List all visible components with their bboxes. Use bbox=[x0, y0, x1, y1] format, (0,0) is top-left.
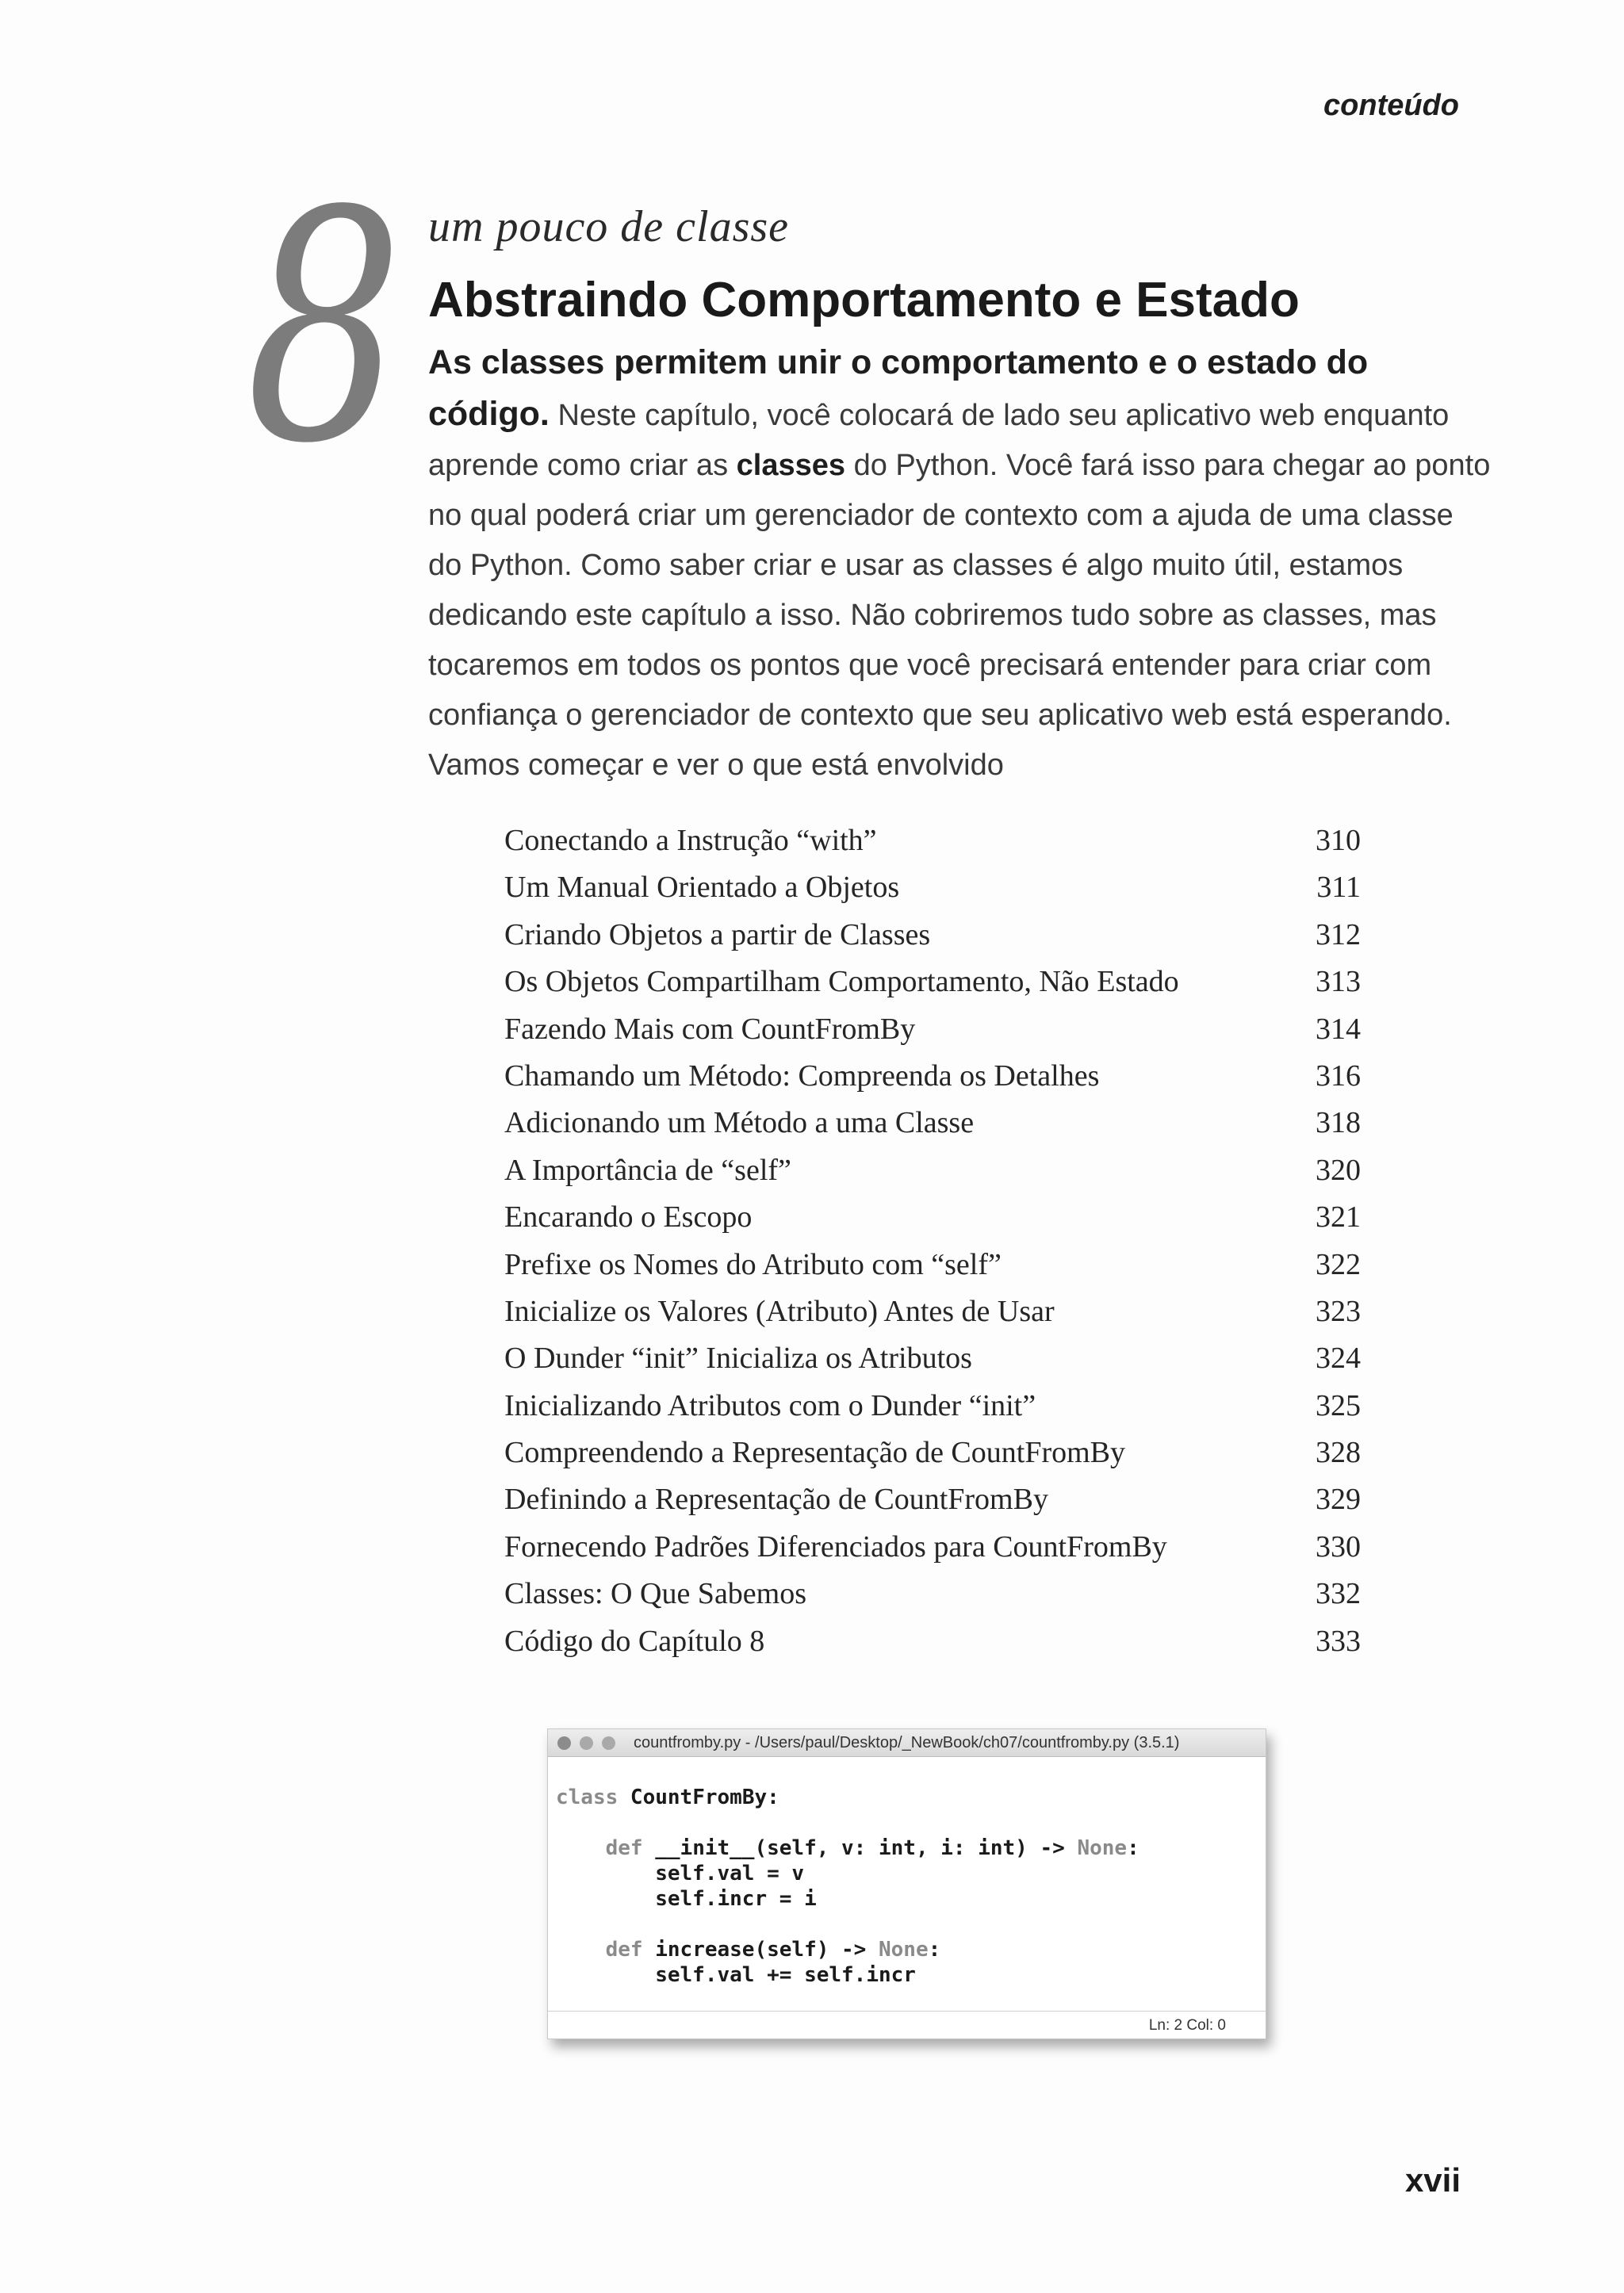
toc-entry-title: Encarando o Escopo bbox=[504, 1200, 753, 1235]
toc-entry-page: 311 bbox=[1316, 871, 1361, 905]
lead-text-2: do Python. Você fará isso para chegar ao ponto no qual poderá criar um gerenciador de contexto com a ajuda de uma classe do Python. Como saber criar e usar as classes é algo muito útil, estamos dedicando este capítulo a isso. Não cobriremos tudo sobre as classes, mas tocaremos em todos os pontos que você precisará entender para criar com confiança o gerenciador de contexto que seu aplicativo web está esperando. Vamos começar e ver o que está envolvido bbox=[428, 449, 1491, 782]
toc-entry-title: Definindo a Representação de CountFromBy bbox=[504, 1483, 1048, 1517]
code-line: def __init__(self, v: int, i: int) -> None: bbox=[556, 1836, 1139, 1860]
chapter-lead bbox=[428, 338, 1491, 790]
toc-entry-page: 324 bbox=[1316, 1342, 1361, 1376]
code-editor[interactable] bbox=[556, 1785, 1139, 1988]
chapter-number: 8 bbox=[246, 144, 404, 513]
toc-entry-page: 321 bbox=[1316, 1200, 1361, 1235]
toc-entry-page: 320 bbox=[1316, 1153, 1361, 1187]
toc-entry-page: 325 bbox=[1316, 1388, 1361, 1422]
chapter-kicker: um pouco de classe bbox=[428, 202, 790, 251]
chapter-title: Abstraindo Comportamento e Estado bbox=[428, 273, 1300, 327]
toc-entry[interactable] bbox=[504, 1576, 1361, 1623]
toc-entry-title: Chamando um Método: Compreenda os Detalhes bbox=[504, 1058, 1100, 1093]
table-of-contents bbox=[504, 823, 1361, 1671]
toc-entry-title: Inicialize os Valores (Atributo) Antes de Usar bbox=[504, 1294, 1055, 1328]
code-line: def increase(self) -> None: bbox=[556, 1938, 941, 1962]
toc-entry-title: Fornecendo Padrões Diferenciados para CountFromBy bbox=[504, 1529, 1167, 1564]
toc-entry-page: 332 bbox=[1316, 1577, 1361, 1611]
toc-entry[interactable] bbox=[504, 1341, 1361, 1388]
toc-entry-page: 322 bbox=[1316, 1247, 1361, 1281]
toc-entry-page: 314 bbox=[1316, 1012, 1361, 1046]
toc-entry-page: 313 bbox=[1316, 965, 1361, 999]
toc-entry-title: A Importância de “self” bbox=[504, 1153, 791, 1187]
page-number: xvii bbox=[1404, 2161, 1461, 2199]
minimize-window-button[interactable] bbox=[580, 1736, 593, 1750]
lead-text-1: Neste capítulo, você colocará de lado seu aplicativo web enquanto aprende como criar as bbox=[428, 399, 1450, 482]
toc-entry-title: Fazendo Mais com CountFromBy bbox=[504, 1012, 916, 1046]
toc-entry[interactable] bbox=[504, 823, 1361, 870]
window-title: countfromby.py - /Users/paul/Desktop/_NewBook/ch07/countfromby.py (3.5.1) bbox=[634, 1734, 1180, 1751]
toc-entry[interactable] bbox=[504, 1058, 1361, 1105]
toc-entry[interactable] bbox=[504, 870, 1361, 917]
toc-entry-title: Classes: O Que Sabemos bbox=[504, 1577, 807, 1611]
code-editor-window bbox=[547, 1728, 1266, 2039]
toc-entry-title: Código do Capítulo 8 bbox=[504, 1624, 765, 1658]
code-line: self.incr = i bbox=[556, 1887, 817, 1911]
code-line: self.val += self.incr bbox=[556, 1963, 916, 1987]
toc-entry[interactable] bbox=[504, 1200, 1361, 1246]
close-window-button[interactable] bbox=[557, 1736, 571, 1750]
toc-entry[interactable] bbox=[504, 1388, 1361, 1435]
toc-entry[interactable] bbox=[504, 1153, 1361, 1200]
code-line: class CountFromBy: bbox=[556, 1786, 779, 1809]
toc-entry-page: 333 bbox=[1316, 1624, 1361, 1658]
toc-entry[interactable] bbox=[504, 1247, 1361, 1294]
toc-entry[interactable] bbox=[504, 1435, 1361, 1482]
code-line: self.val = v bbox=[556, 1862, 805, 1885]
chapter-intro bbox=[428, 202, 1491, 790]
toc-entry-page: 329 bbox=[1316, 1483, 1361, 1517]
editor-status-bar bbox=[548, 2011, 1266, 2038]
toc-entry-title: Inicializando Atributos com o Dunder “init” bbox=[504, 1388, 1036, 1422]
toc-entry-page: 310 bbox=[1316, 824, 1361, 857]
toc-entry-page: 318 bbox=[1316, 1106, 1361, 1140]
toc-entry-title: Criando Objetos a partir de Classes bbox=[504, 917, 931, 951]
toc-entry-title: Conectando a Instrução “with” bbox=[504, 824, 877, 857]
zoom-window-button[interactable] bbox=[602, 1736, 615, 1750]
toc-entry-title: Compreendendo a Representação de CountFromBy bbox=[504, 1436, 1126, 1470]
toc-entry-page: 312 bbox=[1316, 917, 1361, 951]
toc-entry-title: O Dunder “init” Inicializa os Atributos bbox=[504, 1342, 972, 1376]
toc-entry[interactable] bbox=[504, 964, 1361, 1011]
toc-entry[interactable] bbox=[504, 1294, 1361, 1341]
window-titlebar bbox=[548, 1729, 1266, 1757]
toc-entry[interactable] bbox=[504, 1012, 1361, 1058]
toc-entry-page: 323 bbox=[1316, 1294, 1361, 1328]
toc-entry-title: Adicionando um Método a uma Classe bbox=[504, 1106, 975, 1140]
toc-entry-page: 316 bbox=[1316, 1058, 1361, 1093]
lead-bold: As classes permitem unir o comportamento e o estado do código. bbox=[428, 343, 1369, 433]
toc-entry[interactable] bbox=[504, 1529, 1361, 1576]
toc-entry-title: Os Objetos Compartilham Comportamento, Não Estado bbox=[504, 965, 1179, 999]
toc-entry[interactable] bbox=[504, 1624, 1361, 1671]
lead-keyword: classes bbox=[736, 449, 846, 482]
toc-entry-page: 328 bbox=[1316, 1436, 1361, 1470]
toc-entry-title: Um Manual Orientado a Objetos bbox=[504, 871, 900, 905]
running-header: conteúdo bbox=[1323, 89, 1459, 122]
cursor-position: Ln: 2 Col: 0 bbox=[1148, 2017, 1226, 2034]
toc-entry[interactable] bbox=[504, 917, 1361, 964]
toc-entry[interactable] bbox=[504, 1482, 1361, 1529]
toc-entry-title: Prefixe os Nomes do Atributo com “self” bbox=[504, 1247, 1002, 1281]
toc-entry-page: 330 bbox=[1316, 1529, 1361, 1564]
toc-entry[interactable] bbox=[504, 1105, 1361, 1152]
